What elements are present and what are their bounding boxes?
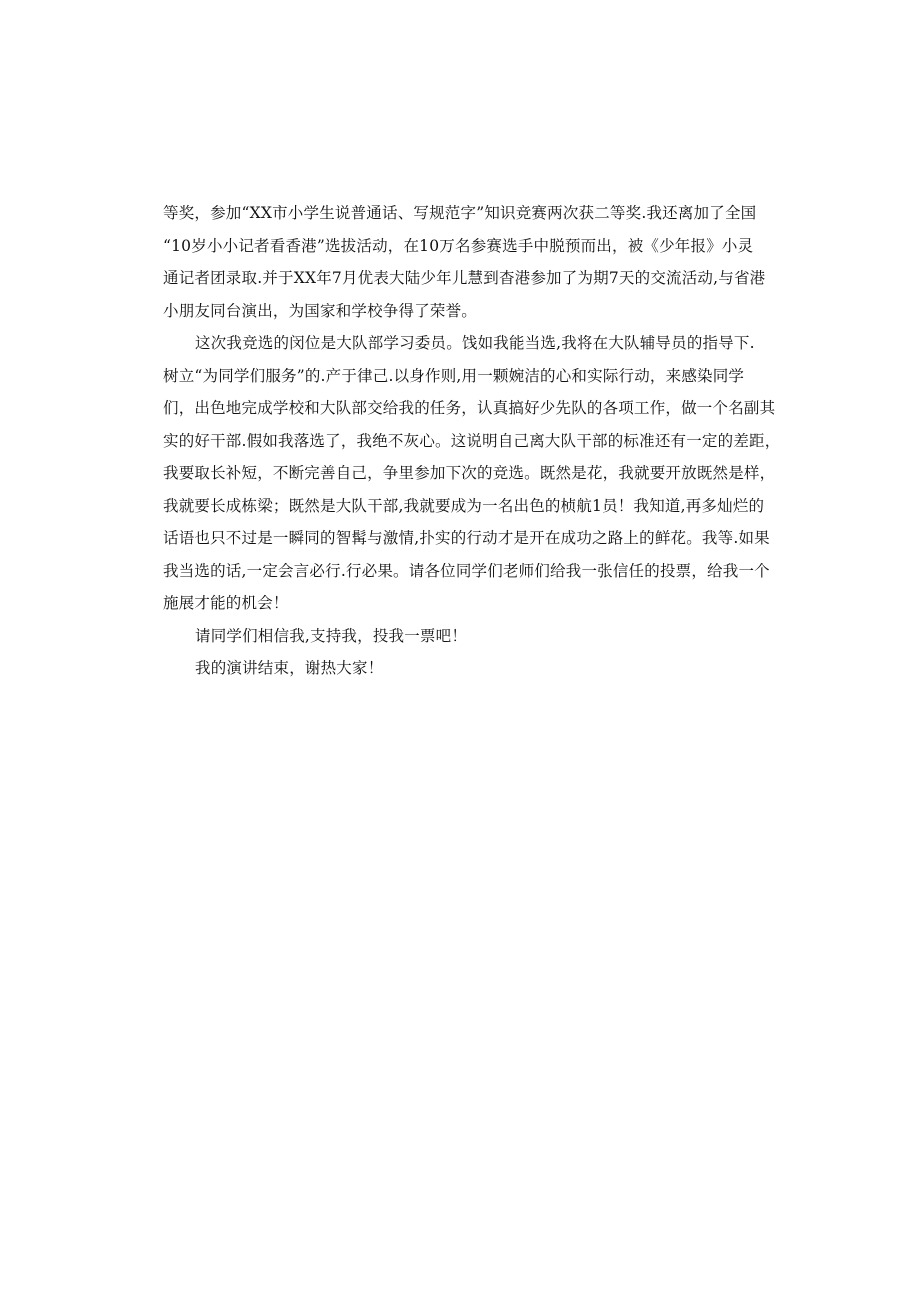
text-line: 等奖，参加“XX市小学生说普通话、写规范字”知识竞赛两次获二等奖.我还离加了全国 (163, 204, 757, 222)
text-line: 树立“为同学们服务”的.产于律己.以身作则,用一颗婉洁的心和实际行动，来感染同学 (163, 366, 745, 385)
text-line: 实的好干部.假如我落选了，我绝不灰心。这说明自己离大队干部的标准还有一定的差距， (163, 431, 781, 450)
text-line: 我当选的话,一定会言必行.行必果。请各位同学们老师们给我一张信任的投票，给我一个 (163, 561, 770, 580)
text-line: 我要取长补短，不断完善自己，争里参加下次的竞选。既然是花，我就要开放既然是样， (163, 464, 776, 482)
text-line: 们，出色地完成学校和大队部交给我的任务，认真搞好少先队的各项工作，做一个名副其 (163, 399, 776, 417)
speech-body (163, 197, 781, 685)
paragraph-first-line: 请同学们相信我,支持我，投我一票吧！ (195, 626, 468, 645)
text-line: “10岁小小记者看香港”选拔活动，在10万名参赛选手中脱预而出，被《少年报》小灵 (163, 236, 754, 255)
text-line: 小朋友同台演出，为国家和学校争得了荣誉。 (163, 301, 478, 320)
text-line: 施展才能的机会！ (163, 594, 289, 612)
closing-line: 我的演讲结束，谢热大家！ (195, 659, 384, 677)
text-line: 通记者团录取.并于XX年7月优表大陆少年儿慧到杳港参加了为期7天的交流活动,与省港 (163, 269, 766, 287)
text-line: 话语也只不过是一瞬同的智髯与激情,扑实的行动才是开在成功之路上的鲜花。我等.如果 (163, 529, 770, 547)
paragraph-first-line: 这次我竞选的闵位是大队部学习委员。饯如我能当选,我将在大队辅导员的指导下. (195, 334, 755, 352)
text-line: 我就要长成栋梁；既然是大队干部,我就要成为一名出色的桢航1员！我知道,再多灿烂的 (163, 496, 765, 515)
